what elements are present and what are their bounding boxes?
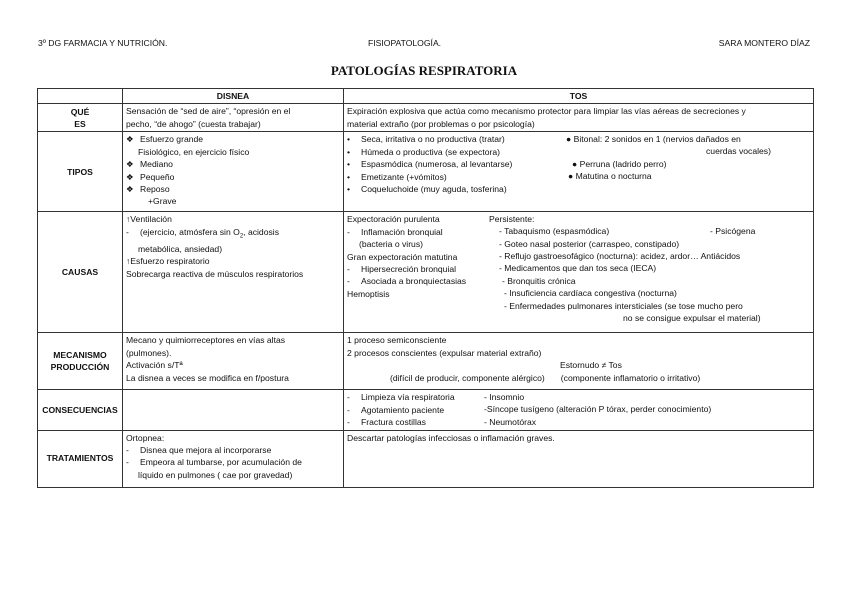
text-line: - Medicamentos que dan tos seca (IECA) (499, 263, 657, 274)
cell-consecuencias-disnea (123, 390, 344, 430)
text-line: ↑Esfuerzo respiratorio (126, 256, 210, 267)
text-line: - Enfermedades pulmonares intersticiales (se tose mucho pero (504, 301, 743, 312)
list-item: Seca, irritativa o no productiva (tratar) (361, 134, 505, 145)
text-line: La disnea a veces se modifica en f/postura (126, 372, 289, 383)
text-line: Gran expectoración matutina (347, 251, 458, 262)
text-line: - Insomnio (484, 392, 525, 403)
row-label-mecanismo (38, 333, 123, 390)
diamond-bullet-icon: ❖ (126, 184, 134, 195)
diamond-bullet-icon: ❖ (126, 134, 134, 145)
text-line: Expiración explosiva que actúa como mecanismo protector para limpiar las vías aéreas de secreciones y (347, 106, 746, 117)
list-item: Pequeño (140, 171, 175, 182)
row-que-es (38, 104, 814, 132)
text-line: Sobrecarga reactiva de músculos respiratorios (126, 268, 304, 279)
text-line: Limpieza vía respiratoria (361, 392, 455, 403)
page-title: PATOLOGÍAS RESPIRATORIA (330, 63, 518, 78)
list-item: Fisiológico, en ejercicio físico (138, 146, 250, 157)
dash-bullet: - (347, 417, 350, 428)
text-line: Agotamiento paciente (361, 404, 445, 415)
cell-mecanismo-disnea (123, 333, 344, 390)
cell-tratamientos-disnea (123, 430, 344, 487)
row-label-consecuencias: CONSECUENCIAS (38, 390, 123, 430)
text-line: Persistente: (489, 214, 535, 225)
label-line: ES (74, 118, 86, 129)
cell-tipos-disnea (123, 132, 344, 212)
list-item: Coqueluchoide (muy aguda, tosferina) (361, 184, 507, 195)
text-line: Estornudo ≠ Tos (560, 360, 622, 371)
row-tratamientos (38, 430, 814, 487)
row-consecuencias (38, 390, 814, 430)
col-header-tos: TOS (344, 89, 814, 104)
subscript: 2 (239, 233, 244, 240)
text-line: , acidosis (243, 226, 279, 237)
cell-tipos-tos (344, 132, 814, 212)
text-line: Asociada a bronquiectasias (361, 276, 467, 287)
text-line: -Síncope tusígeno (alteración P tórax, perder conocimiento) (484, 404, 712, 415)
cell-tratamientos-tos (344, 430, 814, 487)
row-label-tipos: TIPOS (38, 132, 123, 212)
dash-bullet: - (347, 264, 350, 275)
text-line: Expectoración purulenta (347, 214, 440, 225)
col-header-disnea: DISNEA (123, 89, 344, 104)
dash-bullet: - (126, 445, 129, 456)
pathology-table (37, 88, 814, 488)
label-line: QUÉ (70, 106, 90, 117)
label-line: PRODUCCIÓN (50, 362, 110, 373)
text-line: Fractura costillas (361, 417, 426, 428)
text-line: metabólica, ansiedad) (138, 243, 223, 254)
text-line: Hipersecreción bronquial (361, 264, 457, 275)
bullet-icon: • (347, 171, 351, 182)
bullet-icon: ● (568, 171, 574, 182)
list-item: Espasmódica (numerosa, al levantarse) (361, 159, 513, 170)
text-line: (componente inflamatorio o irritativo) (560, 372, 701, 383)
header-right: SARA MONTERO DÍAZ (718, 38, 810, 48)
row-tipos (38, 132, 814, 212)
text-line: no se consigue expulsar el material) (623, 313, 761, 324)
cell-causas-disnea (123, 212, 344, 333)
row-mecanismo (38, 333, 814, 390)
cell-causas-tos (344, 212, 814, 333)
dash-bullet: - (347, 276, 350, 287)
bullet-icon: • (347, 134, 351, 145)
list-item: +Grave (148, 196, 177, 207)
cell-que-disnea (123, 104, 344, 132)
bullet-icon: • (347, 146, 351, 157)
bullet-icon: • (347, 184, 351, 195)
bullet-icon: • (347, 159, 351, 170)
text-line: - Tabaquismo (espasmódica) (499, 226, 610, 237)
list-item: Esfuerzo grande (140, 134, 204, 145)
diamond-bullet-icon: ❖ (126, 159, 134, 170)
cell-mecanismo-tos (344, 333, 814, 390)
dash-bullet: - (126, 226, 129, 237)
text-line: 1 proceso semiconsciente (347, 335, 447, 346)
text-line: - Psicógena (710, 226, 756, 237)
dash-bullet: - (347, 392, 350, 403)
dash-bullet: - (347, 404, 350, 415)
text-line: Ortopnea: (126, 432, 165, 443)
list-item: Mediano (140, 159, 173, 170)
text-line: - Bronquitis crónica (502, 276, 576, 287)
text-line: - Insuficiencia cardíaca congestiva (nocturna) (504, 288, 677, 299)
text-line: pecho, “de ahogo” (cuesta trabajar) (126, 118, 261, 129)
dash-bullet: - (347, 226, 350, 237)
corner-cell (38, 89, 123, 104)
text-line: Descartar patologías infecciosas o inflamación graves. (347, 432, 555, 443)
text-line: Sensación de “sed de aire”, “opresión en el (126, 106, 291, 117)
text-line: Disnea que mejora al incorporarse (140, 445, 272, 456)
cell-que-tos (344, 104, 814, 132)
bullet-icon: ● (572, 159, 578, 170)
text-line: ↑Ventilación (126, 214, 172, 225)
row-label-que-es (38, 104, 123, 132)
list-item: Matutina o nocturna (575, 171, 652, 182)
text-line: Empeora al tumbarse, por acumulación de (140, 457, 302, 468)
header-left: 3º DG FARMACIA Y NUTRICIÓN. (38, 38, 168, 48)
text-line: (difícil de producir, componente alérgico) (390, 372, 545, 383)
dash-bullet: - (126, 457, 129, 468)
text-line: Mecano y quimiorreceptores en vías altas (126, 335, 286, 346)
text-line: (pulmones). (126, 347, 172, 358)
list-item: cuerdas vocales) (706, 146, 771, 157)
cell-consecuencias-tos (344, 390, 814, 430)
bullet-icon: ● (566, 134, 572, 145)
text-line: (bacteria o virus) (359, 239, 423, 250)
row-label-causas: CAUSAS (38, 212, 123, 333)
text-line: líquido en pulmones ( cae por gravedad) (138, 469, 293, 480)
list-item: Húmeda o productiva (se expectora) (361, 146, 501, 157)
text-line: (ejercicio, atmósfera sin O (140, 226, 240, 237)
header-center: FISIOPATOLOGÍA. (368, 38, 442, 48)
text-line: material extraño (por problemas o por psicología) (347, 118, 535, 129)
table-header-row (38, 89, 814, 104)
text-line: Hemoptisis (347, 288, 390, 299)
text-line: - Neumotórax (484, 417, 537, 428)
label-line: MECANISMO (53, 350, 107, 360)
text-line: Activación s/Tª (126, 360, 183, 371)
row-label-tratamientos: TRATAMIENTOS (38, 430, 123, 487)
list-item: Bitonal: 2 sonidos en 1 (nervios dañados en (573, 134, 741, 145)
row-causas (38, 212, 814, 333)
list-item: Emetizante (+vómitos) (361, 171, 447, 182)
text-line: Inflamación bronquial (361, 226, 443, 237)
text-line: - Goteo nasal posterior (carraspeo, constipado) (499, 239, 680, 250)
list-item: Reposo (140, 184, 170, 195)
text-line: 2 procesos conscientes (expulsar material extraño) (347, 347, 542, 358)
list-item: Perruna (ladrido perro) (579, 159, 667, 170)
diamond-bullet-icon: ❖ (126, 171, 134, 182)
text-line: - Reflujo gastroesofágico (nocturna): acidez, ardor… Antiácidos (499, 251, 741, 262)
